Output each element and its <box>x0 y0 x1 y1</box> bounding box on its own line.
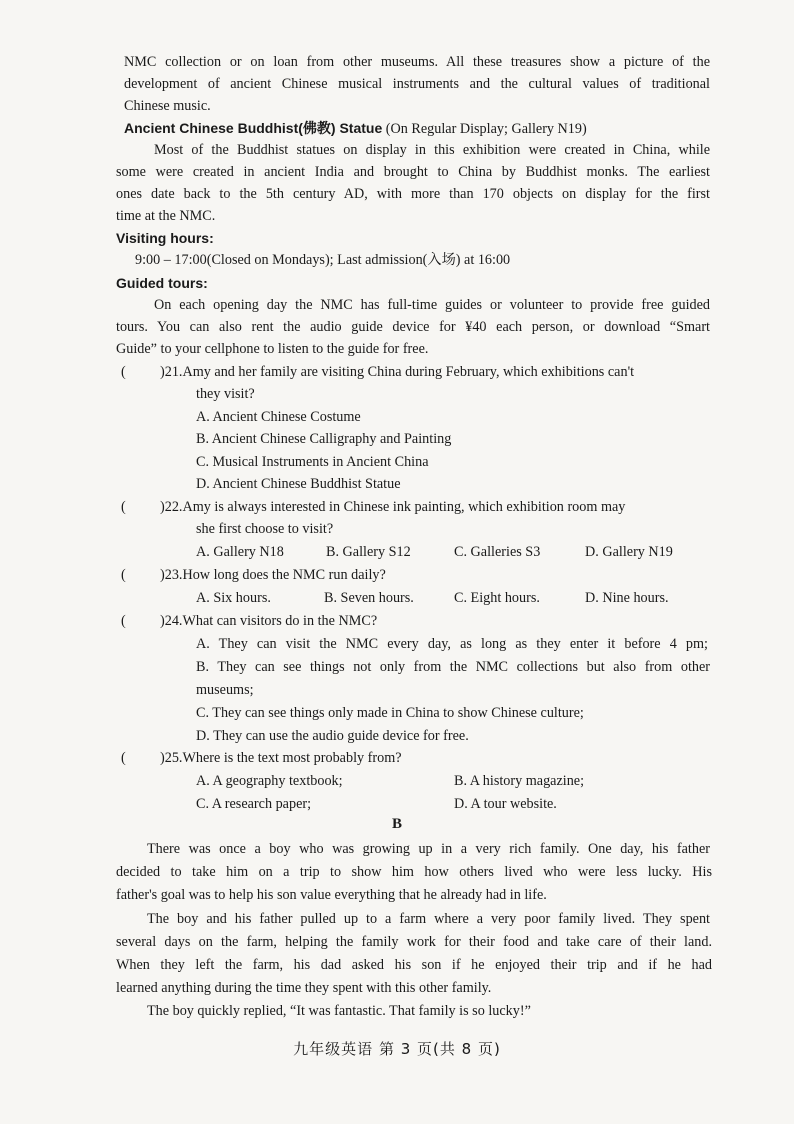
buddhist-heading-bold: Ancient Chinese Buddhist(佛教) Statue <box>124 120 383 136</box>
section-b-line-4: The boy and his father pulled up to a farm where a very poor family lived. They spent <box>147 911 710 927</box>
q24-option-d: D. They can use the audio guide device for free. <box>196 728 469 744</box>
section-b-line-1: There was once a boy who was growing up in a very rich family. One day, his father <box>147 841 710 857</box>
q22-stem: )22.Amy is always interested in Chinese ink painting, which exhibition room may <box>160 499 626 515</box>
guided-line-2: tours. You can also rent the audio guide device for ¥40 each person, or download “Smart <box>116 319 710 335</box>
q24-option-b-cont: museums; <box>196 682 254 698</box>
q21-option-d: D. Ancient Chinese Buddhist Statue <box>196 476 401 492</box>
q21-stem-line2: they visit? <box>196 386 255 402</box>
q25-option-b: B. A history magazine; <box>454 773 585 789</box>
section-b-line-7: learned anything during the time they spent with this other family. <box>116 980 492 996</box>
intro-line-1: NMC collection or on loan from other museums. All these treasures show a picture of the <box>124 54 710 70</box>
q22-option-a: A. Gallery N18 <box>196 544 284 560</box>
q23-option-b: B. Seven hours. <box>324 590 414 606</box>
answer-paren: ( <box>121 567 126 583</box>
q22-option-d: D. Gallery N19 <box>585 544 673 560</box>
q25-option-c: C. A research paper; <box>196 796 312 812</box>
answer-paren: ( <box>121 613 126 629</box>
q21-option-c: C. Musical Instruments in Ancient China <box>196 454 429 470</box>
section-b-line-6: When they left the farm, his dad asked his son if he enjoyed their trip and if he had <box>116 957 712 973</box>
page-footer: 九年级英语 第 3 页(共 8 页) <box>293 1040 501 1058</box>
section-b-line-3: father's goal was to help his son value everything that he already had in life. <box>116 887 547 903</box>
q25-stem: )25.Where is the text most probably from? <box>160 750 402 766</box>
buddhist-line-2: some were created in ancient India and brought to China by Buddhist monks. The earliest <box>116 164 710 180</box>
answer-paren: ( <box>121 499 126 515</box>
q24-option-a: A. They can visit the NMC every day, as long as they enter it before 4 pm; <box>196 636 708 652</box>
visiting-line: 9:00 – 17:00(Closed on Mondays); Last admission(入场) at 16:00 <box>135 252 511 268</box>
buddhist-heading <box>124 118 710 139</box>
q21-option-a: A. Ancient Chinese Costume <box>196 409 361 425</box>
intro-line-2: development of ancient Chinese musical instruments and the cultural values of traditional <box>124 76 710 92</box>
guided-line-3: Guide” to your cellphone to listen to the guide for free. <box>116 341 429 357</box>
q23-option-d: D. Nine hours. <box>585 590 669 606</box>
guided-line-1: On each opening day the NMC has full-time guides or volunteer to provide free guided <box>154 297 710 313</box>
section-b-heading: B <box>391 816 402 832</box>
buddhist-line-1: Most of the Buddhist statues on display in this exhibition were created in China, while <box>154 142 710 158</box>
q23-stem: )23.How long does the NMC run daily? <box>160 567 386 583</box>
guided-heading: Guided tours: <box>116 275 208 291</box>
buddhist-line-3: ones date back to the 5th century AD, with more than 170 objects on display for the first <box>116 186 710 202</box>
section-b-line-5: several days on the farm, helping the family work for their food and take care of their land. <box>116 934 712 950</box>
q25-option-d: D. A tour website. <box>454 796 557 812</box>
answer-paren: ( <box>121 750 126 766</box>
buddhist-line-4: time at the NMC. <box>116 208 216 224</box>
q25-option-a: A. A geography textbook; <box>196 773 343 789</box>
buddhist-heading-rest: (On Regular Display; Gallery N19) <box>385 121 587 137</box>
visiting-heading: Visiting hours: <box>116 230 214 246</box>
answer-paren: ( <box>121 364 126 380</box>
q22-option-c: C. Galleries S3 <box>454 544 541 560</box>
q24-option-b: B. They can see things not only from the NMC collections but also from other <box>196 659 710 675</box>
q23-option-c: C. Eight hours. <box>454 590 540 606</box>
section-b-line-2: decided to take him on a trip to show him how others lived who were less lucky. His <box>116 864 712 880</box>
q22-option-b: B. Gallery S12 <box>326 544 411 560</box>
intro-line-3: Chinese music. <box>124 98 211 114</box>
q24-option-c: C. They can see things only made in China to show Chinese culture; <box>196 705 584 721</box>
q24-stem: )24.What can visitors do in the NMC? <box>160 613 378 629</box>
q23-option-a: A. Six hours. <box>196 590 271 606</box>
q21-option-b: B. Ancient Chinese Calligraphy and Painting <box>196 431 452 447</box>
q21-stem: )21.Amy and her family are visiting China during February, which exhibitions can't <box>160 364 635 380</box>
q22-stem-line2: she first choose to visit? <box>196 521 334 537</box>
section-b-line-8: The boy quickly replied, “It was fantastic. That family is so lucky!” <box>147 1003 531 1019</box>
